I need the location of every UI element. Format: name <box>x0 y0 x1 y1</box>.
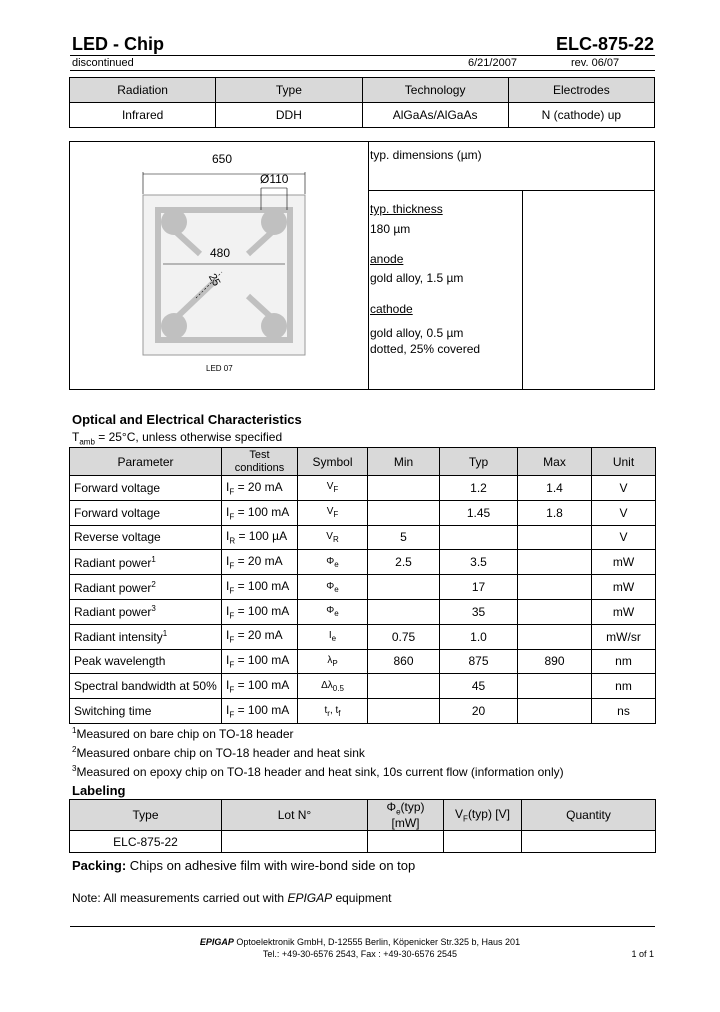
char-header: Parameter <box>70 448 222 476</box>
typ-cell: 20 <box>440 699 518 724</box>
max-cell <box>518 550 592 575</box>
optical-section-title: Optical and Electrical Characteristics <box>72 412 302 427</box>
condition-value: = 100 µA <box>235 529 288 544</box>
characteristics-table <box>69 447 656 724</box>
max-cell <box>518 525 592 550</box>
table-row <box>70 525 656 550</box>
labeling-table <box>69 799 656 853</box>
condition-cell <box>222 476 298 501</box>
unit-cell: V <box>592 500 656 525</box>
condition-sub: amb <box>79 437 95 447</box>
min-cell <box>368 476 440 501</box>
condition-cell <box>222 649 298 674</box>
param-name: Switching time <box>74 704 152 719</box>
condition-var: I <box>226 479 230 494</box>
dim-label-diameter: Ø110 <box>260 172 289 186</box>
thickness-value: 180 µm <box>370 222 411 236</box>
condition-sub: F <box>229 685 235 695</box>
symbol-sub: e <box>334 584 339 594</box>
typ-cell: 1.45 <box>440 500 518 525</box>
condition-value: = 20 mA <box>234 479 283 494</box>
condition-cell <box>222 624 298 649</box>
param-footnote-ref: 3 <box>151 604 156 614</box>
min-cell <box>368 500 440 525</box>
condition-cell <box>222 599 298 624</box>
label-cell <box>368 831 444 853</box>
symbol-sub: e <box>334 609 339 619</box>
param-cell <box>70 525 222 550</box>
condition-var: I <box>226 628 230 643</box>
param-cell <box>70 649 222 674</box>
symbol-cell <box>298 550 368 575</box>
condition-var: I <box>226 578 230 593</box>
unit-cell: ns <box>592 699 656 724</box>
footnote-num: 3 <box>72 764 77 773</box>
label-header <box>444 800 522 831</box>
footnote-text: Measured onbare chip on TO-18 header and heat sink <box>76 746 365 760</box>
symbol-cell <box>298 575 368 600</box>
condition-cell <box>222 550 298 575</box>
char-header: Symbol <box>298 448 368 476</box>
condition-cell <box>222 525 298 550</box>
optical-condition <box>72 430 282 446</box>
max-cell: 890 <box>518 649 592 674</box>
table-row <box>70 575 656 600</box>
symbol-sub: r <box>327 708 330 718</box>
min-cell <box>368 699 440 724</box>
page-title: LED - Chip <box>72 34 164 54</box>
footnote-num: 2 <box>72 745 77 754</box>
condition-value: = 100 mA <box>234 603 290 618</box>
label-cell <box>222 831 368 853</box>
symbol-cell <box>298 476 368 501</box>
condition-sub: F <box>229 561 235 571</box>
footnote-text: Measured on bare chip on TO-18 header <box>76 727 294 741</box>
summary-header: Type <box>216 78 362 103</box>
packing-label: Packing: <box>72 858 127 873</box>
char-header <box>222 448 298 476</box>
max-cell <box>518 599 592 624</box>
typ-cell: 1.2 <box>440 476 518 501</box>
param-cell <box>70 500 222 525</box>
h4-b: (typ) [V] <box>467 807 510 821</box>
summary-cell: Infrared <box>70 103 216 128</box>
unit-cell: mW <box>592 599 656 624</box>
footer-address: Optoelektronik GmbH, D-12555 Berlin, Köpenicker Str.325 b, Haus 201 <box>233 937 521 947</box>
table-row <box>70 500 656 525</box>
chip-drawing <box>70 142 368 389</box>
page-number: 1 of 1 <box>631 949 654 959</box>
typ-cell: 875 <box>440 649 518 674</box>
footnote <box>72 761 564 780</box>
min-cell <box>368 674 440 699</box>
symbol: Φ <box>326 555 335 567</box>
h3-b: (typ) [mW] <box>391 800 425 831</box>
symbol-sub: R <box>332 534 339 544</box>
drawing-caption: LED 07 <box>206 364 233 373</box>
cathode-value-1: gold alloy, 0.5 µm <box>370 326 464 340</box>
symbol-2: , t <box>329 704 339 716</box>
label-header: Type <box>70 800 222 831</box>
dim-label-25: 25 <box>205 271 223 289</box>
symbol: V <box>326 481 334 493</box>
condition-sub: F <box>229 710 235 720</box>
anode-heading: anode <box>370 252 404 266</box>
typ-cell: 1.0 <box>440 624 518 649</box>
part-number: ELC-875-22 <box>555 34 654 54</box>
condition-var: I <box>226 678 230 693</box>
symbol-cell <box>298 649 368 674</box>
symbol: V <box>326 530 333 542</box>
box-divider-v <box>368 142 369 389</box>
symbol-sub: 0.5 <box>332 683 344 693</box>
condition-sub: F <box>229 660 235 670</box>
min-cell <box>368 599 440 624</box>
param-name: Forward voltage <box>74 480 161 495</box>
max-cell: 1.4 <box>518 476 592 501</box>
param-name: Radiant intensity <box>74 630 163 645</box>
label-cell <box>444 831 522 853</box>
condition-value: = 100 mA <box>234 504 290 519</box>
unit-cell: V <box>592 525 656 550</box>
summary-header: Technology <box>362 78 508 103</box>
symbol-cell <box>298 599 368 624</box>
label-cell <box>522 831 656 853</box>
dimensions-box <box>69 141 655 390</box>
label-header: Quantity <box>522 800 656 831</box>
symbol-cell <box>298 624 368 649</box>
param-name: Reverse voltage <box>74 530 161 545</box>
condition-var: I <box>226 653 230 668</box>
char-header: Min <box>368 448 440 476</box>
packing-text: Chips on adhesive film with wire-bond side on top <box>126 858 416 873</box>
table-row <box>70 599 656 624</box>
packing-line <box>72 858 415 873</box>
condition-var: I <box>226 529 230 544</box>
box-divider-h <box>368 190 654 191</box>
cathode-value-2: dotted, 25% covered <box>370 342 481 356</box>
footnote-text: Measured on epoxy chip on TO-18 header and heat sink, 10s current flow (information only) <box>76 765 564 779</box>
param-footnote-ref: 1 <box>162 629 168 639</box>
param-name: Radiant power <box>74 580 152 595</box>
dim-label-480: 480 <box>210 246 231 260</box>
table-row <box>70 699 656 724</box>
symbol-sub-2: f <box>338 708 341 718</box>
param-cell <box>70 550 222 575</box>
symbol-cell <box>298 699 368 724</box>
unit-cell: mW <box>592 575 656 600</box>
condition-cell <box>222 674 298 699</box>
param-footnote-ref: 1 <box>151 554 156 564</box>
footer-rule <box>70 926 655 927</box>
condition-prefix: T <box>72 430 80 444</box>
condition-sub: F <box>229 586 235 596</box>
status-text: discontinued <box>72 57 134 69</box>
param-name: Radiant power <box>74 555 152 570</box>
char-header: Unit <box>592 448 656 476</box>
param-cell <box>70 624 222 649</box>
symbol-cell <box>298 500 368 525</box>
char-header-conditions: conditions <box>234 461 285 474</box>
typ-cell: 17 <box>440 575 518 600</box>
symbol-sub: e <box>331 634 337 644</box>
symbol-sub: F <box>333 485 339 495</box>
condition-var: I <box>226 603 230 618</box>
characteristics-body <box>70 476 656 724</box>
header-rule <box>70 55 655 56</box>
table-row <box>70 624 656 649</box>
condition-var: I <box>226 702 230 717</box>
note-prefix: Note: All measurements carried out with <box>72 891 288 905</box>
symbol: Φ <box>326 605 335 617</box>
min-cell: 0.75 <box>368 624 440 649</box>
unit-cell: nm <box>592 649 656 674</box>
symbol-cell <box>298 674 368 699</box>
min-cell <box>368 575 440 600</box>
summary-table <box>69 77 655 128</box>
h3-a: Φ <box>386 800 397 814</box>
param-cell <box>70 476 222 501</box>
bond-pad <box>261 313 287 339</box>
condition-sub: F <box>229 511 235 521</box>
condition-cell <box>222 699 298 724</box>
condition-value: = 20 mA <box>234 554 283 569</box>
symbol-sub: F <box>333 510 339 520</box>
condition-sub: R <box>229 536 236 546</box>
max-cell: 1.8 <box>518 500 592 525</box>
footer-brand: EPIGAP <box>199 937 234 947</box>
table-row <box>70 476 656 501</box>
param-name: Spectral bandwidth at 50% <box>74 679 217 694</box>
symbol-cell <box>298 525 368 550</box>
footnotes <box>72 723 564 780</box>
max-cell <box>518 624 592 649</box>
param-cell <box>70 575 222 600</box>
param-cell <box>70 674 222 699</box>
param-name: Radiant power <box>74 605 152 620</box>
condition-var: I <box>226 554 230 569</box>
note-line <box>72 891 392 905</box>
label-header <box>368 800 444 831</box>
condition-cell <box>222 575 298 600</box>
dim-label-650: 650 <box>212 152 233 166</box>
summary-cell: AlGaAs/AlGaAs <box>362 103 508 128</box>
typ-cell <box>440 525 518 550</box>
param-cell <box>70 699 222 724</box>
bond-pad <box>261 209 287 235</box>
symbol-sub: e <box>334 559 339 569</box>
date-text: 6/21/2007 <box>468 57 517 69</box>
typ-cell: 45 <box>440 674 518 699</box>
char-header: Typ <box>440 448 518 476</box>
condition-sub: F <box>229 635 235 645</box>
table-row <box>70 649 656 674</box>
revision-text: rev. 06/07 <box>571 57 620 69</box>
condition-sub: F <box>229 611 235 621</box>
footnote <box>72 742 564 761</box>
condition-value: = 20 mA <box>234 628 283 643</box>
condition-rest: = 25°C, unless otherwise specified <box>94 430 283 444</box>
h4-a: V <box>455 807 464 821</box>
typ-cell: 3.5 <box>440 550 518 575</box>
max-cell <box>518 674 592 699</box>
note-brand: EPIGAP <box>287 891 333 905</box>
max-cell <box>518 699 592 724</box>
param-name: Forward voltage <box>74 505 161 520</box>
condition-var: I <box>226 504 230 519</box>
condition-cell <box>222 500 298 525</box>
anode-value: gold alloy, 1.5 µm <box>370 271 464 285</box>
header-rule-2 <box>70 70 655 71</box>
max-cell <box>518 575 592 600</box>
char-header: Max <box>518 448 592 476</box>
typ-dimensions-label: typ. dimensions (µm) <box>370 148 482 162</box>
param-name: Peak wavelength <box>74 654 166 669</box>
param-cell <box>70 599 222 624</box>
h3-sub: e <box>396 807 401 817</box>
symbol: Φ <box>326 580 335 592</box>
footnote <box>72 723 564 742</box>
footer-line-1 <box>0 937 720 947</box>
min-cell: 860 <box>368 649 440 674</box>
symbol: λ <box>327 654 333 666</box>
summary-header: Electrodes <box>508 78 654 103</box>
bond-pad <box>161 313 187 339</box>
condition-value: = 100 mA <box>234 653 290 668</box>
h4-sub: F <box>463 814 468 824</box>
param-footnote-ref: 2 <box>151 579 156 589</box>
unit-cell: mW/sr <box>592 624 656 649</box>
table-row <box>70 550 656 575</box>
box-divider-v2 <box>522 190 523 389</box>
condition-value: = 100 mA <box>234 702 290 717</box>
footer-line-2: Tel.: +49-30-6576 2543, Fax : +49-30-6576 2545 <box>262 949 458 959</box>
symbol: V <box>326 506 334 518</box>
summary-cell: DDH <box>216 103 362 128</box>
summary-cell: N (cathode) up <box>508 103 654 128</box>
cathode-heading: cathode <box>370 302 413 316</box>
typ-cell: 35 <box>440 599 518 624</box>
label-cell: ELC-875-22 <box>70 831 222 853</box>
symbol: I <box>328 630 332 642</box>
bond-pad <box>161 209 187 235</box>
symbol: Δλ <box>321 679 333 691</box>
unit-cell: mW <box>592 550 656 575</box>
min-cell: 2.5 <box>368 550 440 575</box>
labeling-title: Labeling <box>72 783 126 798</box>
label-header: Lot N° <box>222 800 368 831</box>
condition-sub: F <box>229 487 235 497</box>
char-header-test: Test <box>249 448 270 461</box>
condition-value: = 100 mA <box>234 578 290 593</box>
note-suffix: equipment <box>332 891 392 905</box>
min-cell: 5 <box>368 525 440 550</box>
footnote-num: 1 <box>72 726 77 735</box>
summary-header: Radiation <box>70 78 216 103</box>
symbol-sub: P <box>332 658 338 668</box>
symbol: t <box>324 704 328 716</box>
condition-value: = 100 mA <box>234 678 290 693</box>
unit-cell: nm <box>592 674 656 699</box>
unit-cell: V <box>592 476 656 501</box>
thickness-heading: typ. thickness <box>370 202 443 216</box>
table-row <box>70 674 656 699</box>
